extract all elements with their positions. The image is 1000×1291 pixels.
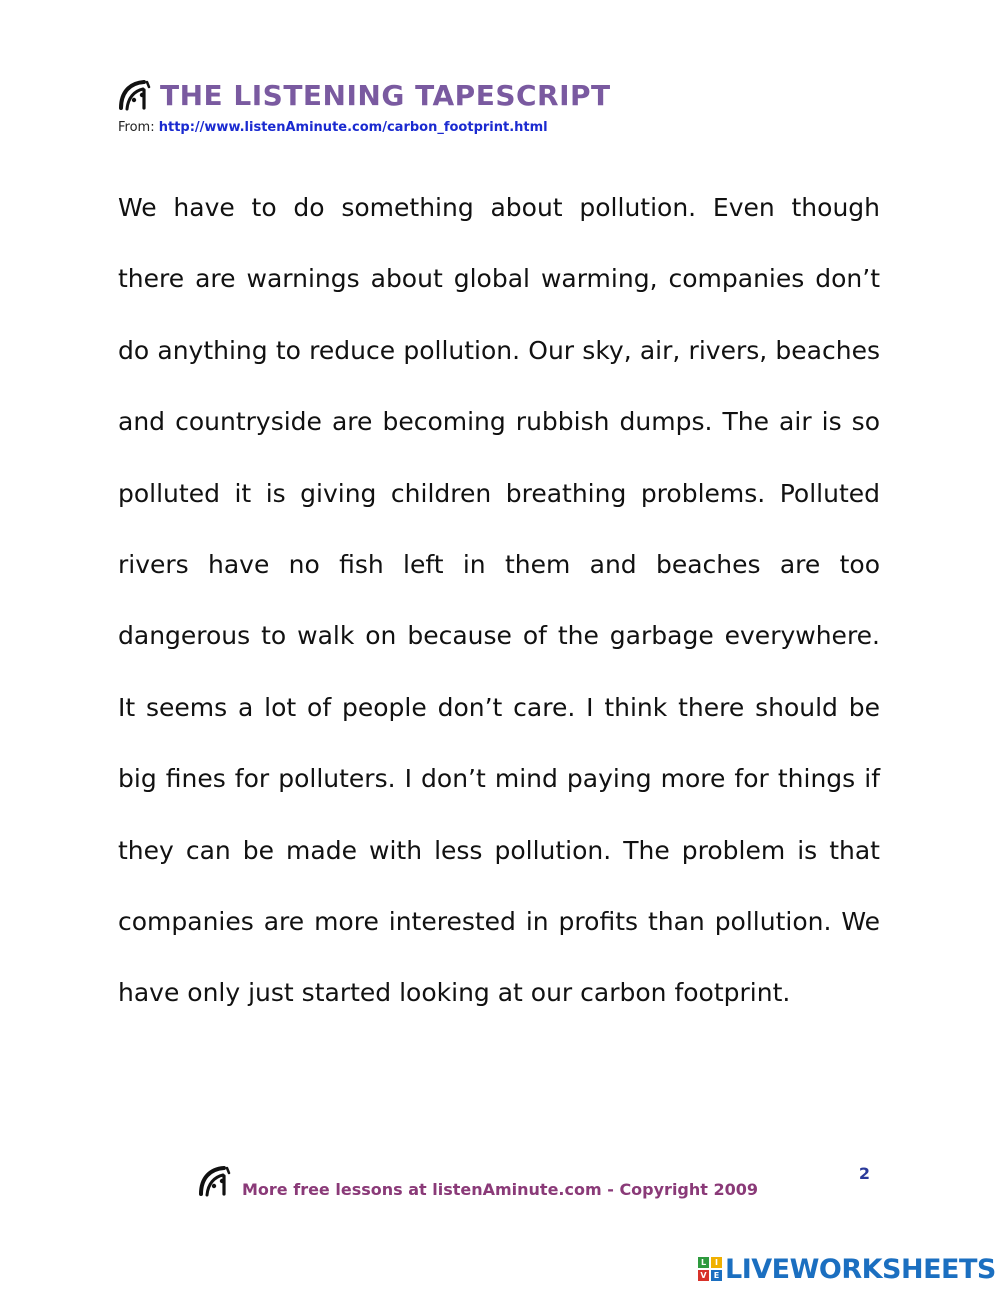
- block-letter: E: [711, 1270, 722, 1281]
- block-letter: L: [698, 1257, 709, 1268]
- page-number: 2: [858, 1164, 870, 1183]
- liveworksheets-brand-text: LIVEWORKSHEETS: [725, 1253, 996, 1285]
- block-letter: V: [698, 1270, 709, 1281]
- source-line: [118, 120, 898, 135]
- liveworksheets-watermark: [698, 1254, 996, 1284]
- block-letter: I: [711, 1257, 722, 1268]
- tapescript-paragraph: We have to do something about pollution. Even though there are warnings about global warming, companies don’t do anything to reduce pollution. Our sky, air, rivers, beaches and countryside are becoming rubbish dumps. The air is so polluted it is giving children breathing problems. Polluted rivers have no fish left in them and beaches are too dangerous to walk on because of the garbage everywhere. It seems a lot of people don’t care. I think there should be big fines for polluters. I don’t mind paying more for things if they can be made with less pollution. The problem is that companies are more interested in profits than pollution. We have only just started looking at our carbon footprint.: [118, 193, 880, 1008]
- document-header: [118, 74, 898, 135]
- from-label: From:: [118, 120, 155, 135]
- clock-swoosh-footer-icon: [198, 1164, 232, 1198]
- page-title: THE LISTENING TAPESCRIPT: [160, 78, 611, 112]
- title-row: [118, 74, 898, 116]
- source-url-link[interactable]: http://www.listenAminute.com/carbon_footprint.html: [158, 120, 548, 135]
- footer-copyright-text: More free lessons at listenAminute.com - Copyright 2009: [242, 1180, 759, 1199]
- page-footer: [198, 1164, 888, 1204]
- liveworksheets-blocks-icon: [698, 1257, 722, 1281]
- clock-swoosh-logo-icon: [118, 78, 152, 112]
